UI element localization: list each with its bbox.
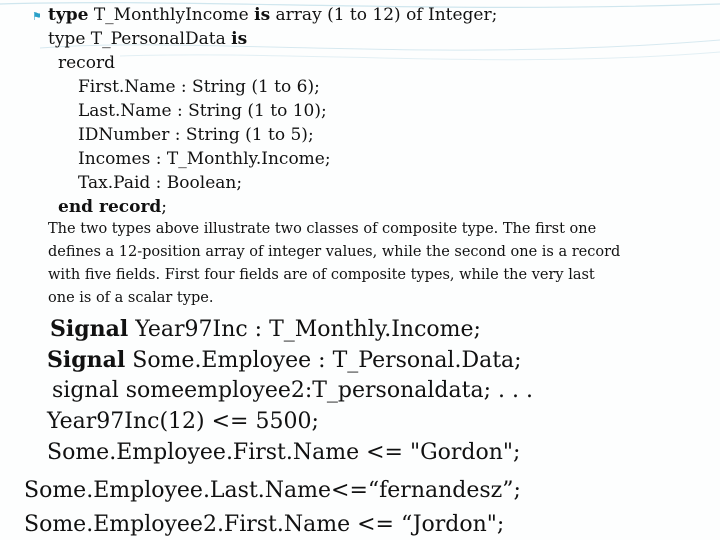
paragraph-line-3: with five fields. First four fields are of composite types, while the very last (48, 267, 595, 283)
signal-line-3: signal someemployee2:T_personaldata; . . . (52, 378, 533, 403)
code-line-6: IDNumber : String (1 to 5); (78, 125, 314, 145)
flag-bullet-icon: ⚑ (32, 10, 42, 23)
code-line-3: record (58, 53, 115, 73)
signal-line-5: Some.Employee.First.Name <= "Gordon"; (47, 440, 521, 465)
code-line-4: First.Name : String (1 to 6); (78, 77, 320, 97)
signal-line-7: Some.Employee2.First.Name <= “Jordon"; (24, 512, 505, 537)
code-line-2: type T_PersonalData is (48, 29, 248, 49)
code-line-5: Last.Name : String (1 to 10); (78, 101, 327, 121)
paragraph-line-2: defines a 12-position array of integer values, while the second one is a record (48, 244, 621, 260)
code-line-9: end record; (58, 197, 168, 217)
signal-line-2: Signal Some.Employee : T_Personal.Data; (47, 347, 522, 373)
paragraph-line-4: one is of a scalar type. (48, 290, 214, 306)
signal-line-4: Year97Inc(12) <= 5500; (47, 409, 319, 434)
paragraph-line-1: The two types above illustrate two classes of composite type. The first one (48, 221, 597, 237)
code-line-7: Incomes : T_Monthly.Income; (78, 149, 331, 169)
signal-line-6: Some.Employee.Last.Name<=“fernandesz”; (24, 478, 521, 503)
code-line-1: type T_MonthlyIncome is array (1 to 12) of Integer; (48, 5, 498, 25)
signal-line-1: Signal Year97Inc : T_Monthly.Income; (50, 316, 481, 342)
code-line-8: Tax.Paid : Boolean; (78, 173, 243, 193)
